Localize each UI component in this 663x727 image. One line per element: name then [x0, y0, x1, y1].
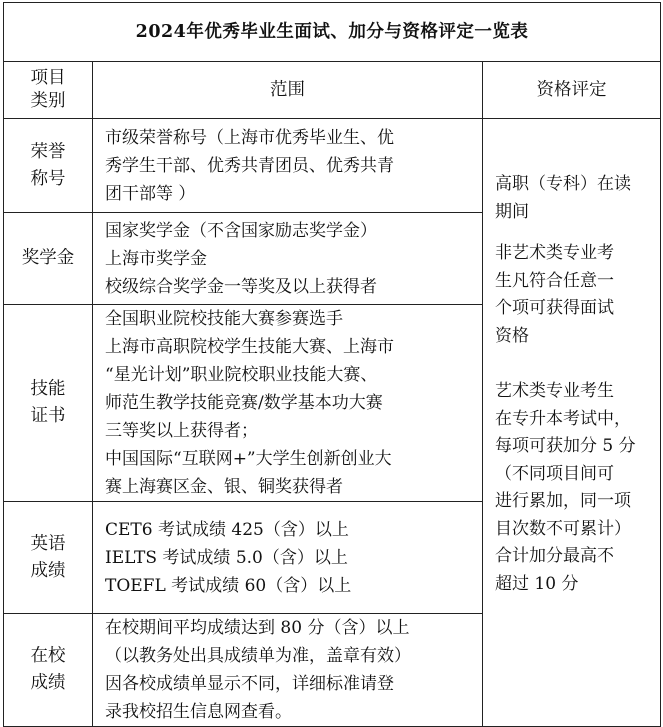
scope-line: 上海市奖学金	[105, 248, 207, 269]
scope-honor	[93, 119, 483, 213]
scope-line: 赛上海赛区金、银、铜奖获得者	[105, 477, 343, 497]
category-line: 技能	[30, 379, 66, 399]
scope-line: 校级综合奖学金一等奖及以上获得者	[105, 276, 377, 297]
qualification-line: 目次数不可累计）	[495, 518, 631, 539]
header-row	[4, 62, 661, 119]
scope-scholarship	[93, 213, 483, 305]
qualification-line: 艺术类专业考生	[495, 381, 614, 401]
qualification-line: （不同项目间可	[495, 463, 614, 484]
category-line: 证书	[30, 406, 66, 426]
qualification-line: 期间	[495, 201, 529, 222]
category-line: 成绩	[30, 560, 66, 581]
header-category-line-1: 项目	[30, 68, 66, 88]
header-category-line-2: 类别	[30, 91, 66, 111]
scope-line: 团干部等 ）	[105, 183, 196, 204]
qualification-line: 非艺术类专业考	[495, 243, 614, 263]
scope-line: 在校期间平均成绩达到 80 分（含）以上	[105, 618, 410, 638]
category-skills	[4, 305, 93, 502]
qualification-line: 资格	[495, 325, 529, 346]
category-line: 荣誉	[30, 141, 66, 162]
qualification-spacer	[495, 350, 652, 378]
scope-grades	[93, 614, 483, 727]
scope-line: CET6 考试成绩 425（含）以上	[105, 519, 349, 540]
header-category	[4, 62, 93, 119]
category-grades	[4, 614, 93, 727]
qualification-line: 个项可获得面试	[495, 298, 614, 318]
category-scholarship	[4, 213, 93, 305]
scope-line: “星光计划”职业院校职业技能大赛、	[105, 365, 378, 385]
category-line: 英语	[30, 533, 66, 554]
category-line: 奖学金	[21, 248, 75, 268]
qualification-table	[3, 2, 661, 727]
table-row-honor	[4, 119, 661, 213]
scope-line: 因各校成绩单显示不同，详细标准请登	[105, 674, 394, 694]
category-line: 在校	[30, 646, 66, 666]
scope-line: IELTS 考试成绩 5.0（含）以上	[105, 547, 348, 568]
scope-line: 三等奖以上获得者；	[105, 421, 258, 441]
scope-line: （以教务处出具成绩单为准，盖章有效）	[105, 646, 411, 666]
qualification-line: 合计加分最高不	[495, 546, 614, 566]
qualification-spacer	[495, 226, 652, 240]
header-scope: 范围	[93, 62, 483, 119]
qualification-line: 超过 10 分	[495, 573, 579, 594]
scope-line: 秀学生干部、优秀共青团员、优秀共青	[105, 155, 394, 176]
qualification-cell	[483, 119, 661, 727]
scope-line: 录我校招生信息网查看。	[105, 702, 292, 722]
scope-line: TOEFL 考试成绩 60（含）以上	[105, 575, 352, 596]
table-title: 2024年优秀毕业生面试、加分与资格评定一览表	[4, 3, 661, 62]
category-line: 称号	[30, 168, 66, 189]
scope-line: 国家奖学金（不含国家励志奖学金）	[105, 220, 377, 241]
category-line: 成绩	[30, 673, 66, 693]
qualification-line: 高职（专科）在读	[495, 174, 631, 194]
qualification-line: 生凡符合任意一	[495, 270, 614, 291]
scope-skills	[93, 305, 483, 502]
scope-line: 市级荣誉称号（上海市优秀毕业生、优	[105, 127, 394, 148]
category-english	[4, 502, 93, 614]
scope-line: 师范生教学技能竞赛/数学基本功大赛	[105, 393, 383, 413]
scope-line: 上海市高职院校学生技能大赛、上海市	[105, 337, 394, 357]
qualification-line: 在专升本考试中，	[495, 408, 631, 429]
qualification-line: 每项可获加分 5 分	[495, 436, 636, 456]
scope-line: 全国职业院校技能大赛参赛选手	[105, 309, 343, 329]
scope-english	[93, 502, 483, 614]
title-row	[4, 3, 661, 62]
category-honor	[4, 119, 93, 213]
header-qualification: 资格评定	[483, 62, 661, 119]
scope-line: 中国国际“互联网+”大学生创新创业大	[105, 449, 392, 469]
qualification-line: 进行累加，同一项	[495, 491, 631, 511]
